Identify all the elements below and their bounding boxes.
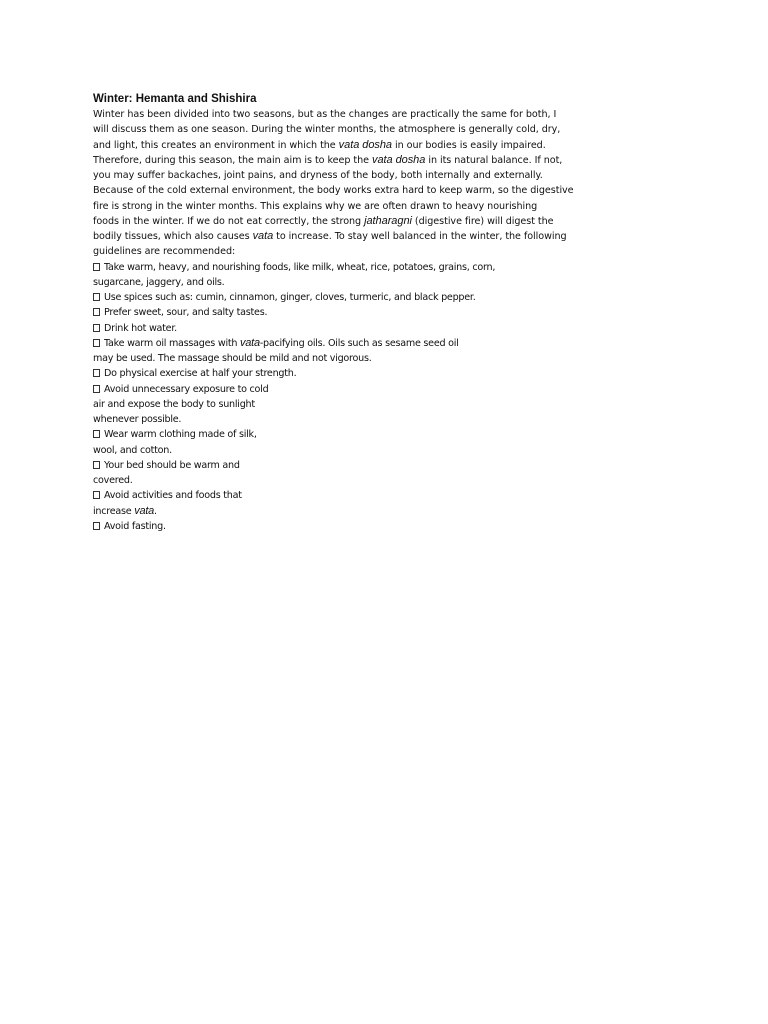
text-run: will discuss them as one season. During the winter months, the atmosphere is generally cold, dry, <box>93 124 561 136</box>
paragraph-line <box>93 138 613 153</box>
list-item-continuation <box>93 473 613 488</box>
missing-glyph-bullet-icon <box>93 385 100 393</box>
text-run: Your bed should be warm and <box>104 459 240 471</box>
intro-paragraph <box>93 107 613 260</box>
text-run: . <box>154 505 157 517</box>
text-run: Use spices such as: cumin, cinnamon, ginger, cloves, turmeric, and black pepper. <box>104 292 476 303</box>
list-item <box>93 305 613 320</box>
list-item <box>93 427 613 442</box>
text-run: Wear warm clothing made of silk, <box>104 429 257 441</box>
text-run: and light, this creates an environment in which the <box>93 139 339 151</box>
missing-glyph-bullet-icon <box>93 369 100 377</box>
text-run: in its natural balance. If not, <box>425 154 563 166</box>
list-item <box>93 382 613 397</box>
list-item-continuation <box>93 504 613 519</box>
missing-glyph-bullet-icon <box>93 430 100 438</box>
missing-glyph-bullet-icon <box>93 491 100 499</box>
list-item-continuation <box>93 443 613 458</box>
list-item <box>93 366 613 381</box>
italic-term: vata dosha <box>372 153 426 166</box>
list-item <box>93 488 613 503</box>
list-item <box>93 290 613 305</box>
list-item <box>93 260 613 275</box>
list-item-continuation <box>93 351 613 366</box>
text-run: Do physical exercise at half your strength. <box>104 368 297 380</box>
guideline-list <box>93 260 613 535</box>
list-item <box>93 336 613 351</box>
missing-glyph-bullet-icon <box>93 522 100 530</box>
paragraph-line <box>93 214 613 229</box>
text-run: in our bodies is easily impaired. <box>392 139 546 151</box>
missing-glyph-bullet-icon <box>93 263 100 271</box>
document-page <box>93 92 613 534</box>
text-run: whenever possible. <box>93 414 182 425</box>
text-run: -pacifying oils. Oils such as sesame seed oil <box>259 337 459 349</box>
text-run: Winter has been divided into two seasons, but as the changes are practically the same for both, I <box>93 109 557 120</box>
text-run: Therefore, during this season, the main aim is to keep the <box>93 154 372 166</box>
missing-glyph-bullet-icon <box>93 293 100 301</box>
document-heading: Winter: Hemanta and Shishira <box>93 93 257 105</box>
list-item <box>93 321 613 336</box>
paragraph-line <box>93 122 613 137</box>
text-run: may be used. The massage should be mild and not vigorous. <box>93 353 372 364</box>
list-item <box>93 519 613 534</box>
text-run: wool, and cotton. <box>93 444 172 456</box>
text-run: to increase. To stay well balanced in the winter, the following <box>273 231 567 242</box>
paragraph-line <box>93 199 613 214</box>
text-run: Avoid activities and foods that <box>104 490 242 502</box>
text-run: fire is strong in the winter months. This explains why we are often drawn to heavy nourishing <box>93 200 538 212</box>
italic-term: vata <box>134 504 155 517</box>
text-run: guidelines are recommended: <box>93 246 236 258</box>
italic-term: jatharagni <box>364 214 412 227</box>
text-run: Prefer sweet, sour, and salty tastes. <box>104 307 268 319</box>
text-run: increase <box>93 505 135 517</box>
list-item-continuation <box>93 397 613 412</box>
text-run: sugarcane, jaggery, and oils. <box>93 276 225 288</box>
paragraph-line <box>93 244 613 259</box>
text-run: Drink hot water. <box>104 322 177 334</box>
missing-glyph-bullet-icon <box>93 461 100 469</box>
italic-term: vata <box>252 230 274 242</box>
list-item-continuation <box>93 275 613 290</box>
paragraph-line <box>93 229 613 244</box>
text-run: bodily tissues, which also causes <box>93 231 253 242</box>
text-run: you may suffer backaches, joint pains, and dryness of the body, both internally and externally. <box>93 170 543 181</box>
paragraph-line <box>93 168 613 183</box>
text-run: Because of the cold external environment, the body works extra hard to keep warm, so the digestive <box>93 185 574 197</box>
text-run: Take warm, heavy, and nourishing foods, like milk, wheat, rice, potatoes, grains, corn, <box>104 261 496 273</box>
text-run: Avoid fasting. <box>104 520 166 532</box>
paragraph-line <box>93 107 613 122</box>
paragraph-line <box>93 183 613 198</box>
missing-glyph-bullet-icon <box>93 308 100 316</box>
text-run: covered. <box>93 475 133 486</box>
paragraph-line <box>93 153 613 168</box>
italic-term: vata dosha <box>338 138 392 151</box>
missing-glyph-bullet-icon <box>93 324 100 332</box>
text-run: foods in the winter. If we do not eat correctly, the strong <box>93 215 365 227</box>
missing-glyph-bullet-icon <box>93 339 100 347</box>
text-run: (digestive fire) will digest the <box>411 215 554 227</box>
italic-term: vata <box>240 336 260 349</box>
text-run: Take warm oil massages with <box>104 337 241 349</box>
text-run: air and expose the body to sunlight <box>93 398 255 410</box>
text-run: Avoid unnecessary exposure to cold <box>104 383 269 395</box>
list-item-continuation <box>93 412 613 427</box>
list-item <box>93 458 613 473</box>
